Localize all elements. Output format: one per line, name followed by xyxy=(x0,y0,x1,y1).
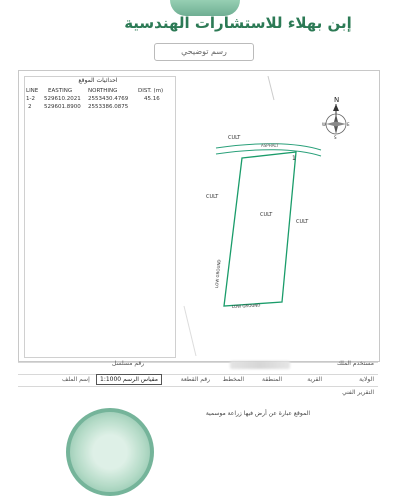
svg-text:W: W xyxy=(322,122,326,127)
table-cell: 529601.8900 xyxy=(44,104,81,110)
col-header-easting: EASTING xyxy=(48,88,73,94)
village-label: القرية xyxy=(307,376,322,383)
col-header-dist: DIST. (m) xyxy=(138,88,164,94)
company-stamp xyxy=(66,408,154,496)
company-name: إبن بهلاء للاستشارات الهندسية xyxy=(124,14,352,32)
cult-label: CULT xyxy=(206,194,219,200)
compass-rose xyxy=(322,114,350,140)
coordinates-table xyxy=(26,88,174,118)
table-cell: 2553430.4769 xyxy=(88,96,129,102)
table-cell: 1-2 xyxy=(26,96,35,102)
scale-value: 1:1000 xyxy=(100,376,122,383)
number-label: رقم مسلسل xyxy=(112,360,145,367)
redacted-owner xyxy=(230,361,290,369)
table-cell: 45.16 xyxy=(144,96,160,102)
plan-label: المخطط xyxy=(222,376,244,383)
divider xyxy=(18,374,378,375)
coordinates-title: احداثيات الموقع xyxy=(78,77,118,84)
site-description: الموقع عبارة عن أرض فيها زراعة موسمية xyxy=(205,410,310,417)
svg-text:E: E xyxy=(347,122,350,127)
sheet-title: رسم توضيحي xyxy=(154,43,254,61)
map-faint-line xyxy=(184,306,196,356)
north-label: N xyxy=(334,96,340,104)
owner-label: مستخدم الملك xyxy=(336,360,374,367)
table-cell: 2 xyxy=(28,104,32,110)
road-label: ASPHALT xyxy=(261,143,279,148)
col-header-line: LINE xyxy=(26,88,39,94)
divider xyxy=(18,386,378,387)
plot-label: رقم القطعة xyxy=(180,376,210,383)
table-cell: 529610.2021 xyxy=(44,96,81,102)
cult-label: CULT xyxy=(228,135,241,141)
parcel-outline xyxy=(224,152,296,306)
divider xyxy=(18,362,378,363)
map-faint-line xyxy=(268,76,274,100)
scale-box xyxy=(96,374,162,385)
col-header-northing: NORTHING xyxy=(88,88,118,94)
coordinates-panel xyxy=(24,76,176,358)
site-map xyxy=(176,76,374,356)
cult-label: CULT xyxy=(260,212,273,218)
cult-label: CULT xyxy=(296,219,309,225)
file-label: إسم الملف xyxy=(62,376,90,383)
region-label: المنطقة xyxy=(262,376,282,383)
svg-text:S: S xyxy=(334,135,337,140)
scale-label: مقياس الرسم xyxy=(123,376,158,383)
sketch-label: التقرير الفني xyxy=(342,389,374,396)
ground-label: LOW GROUND xyxy=(214,259,222,289)
wilayat-label: الولاية xyxy=(359,376,374,383)
point-label-1: 1 xyxy=(292,155,296,162)
ground-label: LOW GROUND xyxy=(231,302,261,309)
table-cell: 2553386.0875 xyxy=(88,104,129,110)
